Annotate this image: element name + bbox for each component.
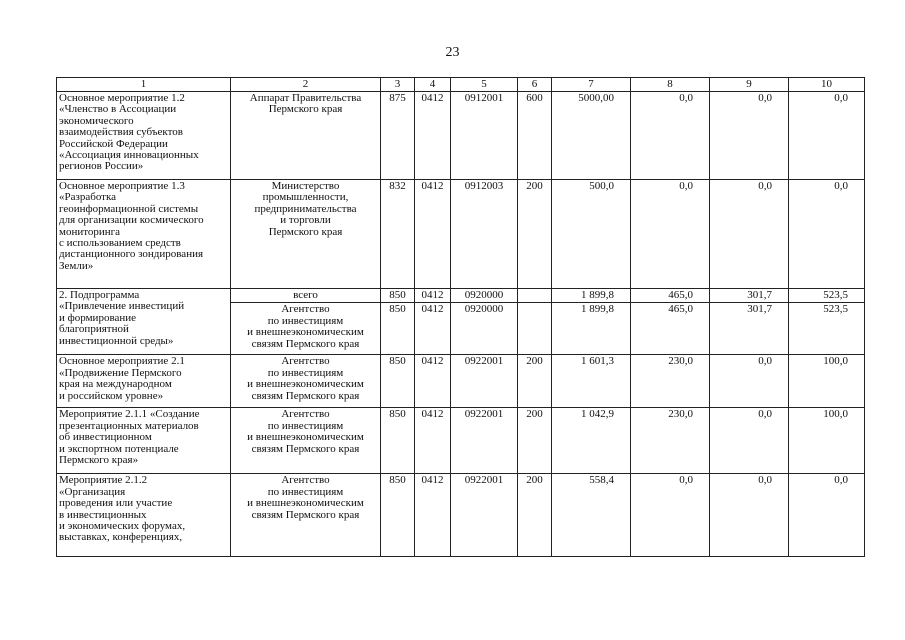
column-header: 1 <box>57 78 231 92</box>
value-cell: 200 <box>518 474 552 557</box>
executor-cell: Агентство по инвестициям и внешнеэкономическим связям Пермского края <box>231 355 381 408</box>
activity-name-cell: Мероприятие 2.1.2 «Организация проведения или участие в инвестиционных и экономических форумах, выставках, конференциях, <box>57 474 231 557</box>
executor-cell: Аппарат Правительства Пермского края <box>231 92 381 180</box>
column-header: 4 <box>415 78 451 92</box>
value-cell: 558,4 <box>552 474 631 557</box>
value-cell: 523,5 <box>789 303 865 355</box>
activity-name-cell: Основное мероприятие 1.3 «Разработка геоинформационной системы для организации космического мониторинга с использованием средств дистанционного зондирования Земли» <box>57 180 231 289</box>
value-cell: 5000,00 <box>552 92 631 180</box>
page-number: 23 <box>445 45 460 60</box>
value-cell: 875 <box>381 92 415 180</box>
value-cell: 0,0 <box>710 180 789 289</box>
table-row <box>57 408 865 474</box>
activity-name-cell: 2. Подпрограмма «Привлечение инвестиций и формирование благоприятной инвестиционной среды» <box>57 289 231 355</box>
activity-name-cell: Мероприятие 2.1.1 «Создание презентационных материалов об инвестиционном и экспортном потенциале Пермского края» <box>57 408 231 474</box>
value-cell: 0922001 <box>451 474 518 557</box>
table-row <box>57 92 865 180</box>
value-cell: 0920000 <box>451 303 518 355</box>
value-cell: 1 899,8 <box>552 289 631 303</box>
value-cell: 0,0 <box>710 92 789 180</box>
activity-name-cell: Основное мероприятие 1.2 «Членство в Ассоциации экономического взаимодействия субъектов Российской Федерации «Ассоциация инновационных регионов России» <box>57 92 231 180</box>
value-cell: 0920000 <box>451 289 518 303</box>
budget-table <box>56 77 865 557</box>
column-header: 10 <box>789 78 865 92</box>
value-cell: 1 899,8 <box>552 303 631 355</box>
value-cell: 850 <box>381 355 415 408</box>
executor-cell: Министерство промышленности, предпринимательства и торговли Пермского края <box>231 180 381 289</box>
value-cell: 200 <box>518 408 552 474</box>
header-row <box>57 78 865 92</box>
value-cell: 0412 <box>415 92 451 180</box>
value-cell: 200 <box>518 355 552 408</box>
value-cell: 0412 <box>415 355 451 408</box>
value-cell: 500,0 <box>552 180 631 289</box>
value-cell: 0,0 <box>789 474 865 557</box>
value-cell: 301,7 <box>710 289 789 303</box>
value-cell: 0912001 <box>451 92 518 180</box>
value-cell: 1 601,3 <box>552 355 631 408</box>
value-cell: 0412 <box>415 289 451 303</box>
value-cell: 850 <box>381 303 415 355</box>
value-cell: 850 <box>381 474 415 557</box>
value-cell: 0,0 <box>631 474 710 557</box>
value-cell <box>518 303 552 355</box>
table-row <box>57 180 865 289</box>
value-cell: 0412 <box>415 408 451 474</box>
value-cell: 301,7 <box>710 303 789 355</box>
value-cell: 600 <box>518 92 552 180</box>
value-cell: 100,0 <box>789 355 865 408</box>
column-header: 7 <box>552 78 631 92</box>
value-cell: 1 042,9 <box>552 408 631 474</box>
value-cell <box>518 289 552 303</box>
value-cell: 0922001 <box>451 355 518 408</box>
value-cell: 200 <box>518 180 552 289</box>
column-header: 9 <box>710 78 789 92</box>
activity-name-cell: Основное мероприятие 2.1 «Продвижение Пермского края на международном и российском уровне» <box>57 355 231 408</box>
value-cell: 465,0 <box>631 303 710 355</box>
value-cell: 0912003 <box>451 180 518 289</box>
column-header: 3 <box>381 78 415 92</box>
value-cell: 230,0 <box>631 408 710 474</box>
executor-cell: всего <box>231 289 381 303</box>
column-header: 6 <box>518 78 552 92</box>
value-cell: 0,0 <box>789 180 865 289</box>
value-cell: 0,0 <box>710 474 789 557</box>
value-cell: 832 <box>381 180 415 289</box>
value-cell: 0412 <box>415 474 451 557</box>
column-header: 5 <box>451 78 518 92</box>
value-cell: 0412 <box>415 303 451 355</box>
value-cell: 523,5 <box>789 289 865 303</box>
column-header: 2 <box>231 78 381 92</box>
value-cell: 230,0 <box>631 355 710 408</box>
executor-cell: Агентство по инвестициям и внешнеэкономическим связям Пермского края <box>231 474 381 557</box>
value-cell: 0922001 <box>451 408 518 474</box>
executor-cell: Агентство по инвестициям и внешнеэкономическим связям Пермского края <box>231 408 381 474</box>
value-cell: 0,0 <box>710 355 789 408</box>
value-cell: 0,0 <box>631 180 710 289</box>
value-cell: 100,0 <box>789 408 865 474</box>
value-cell: 850 <box>381 289 415 303</box>
table-row <box>57 355 865 408</box>
executor-cell: Агентство по инвестициям и внешнеэкономическим связям Пермского края <box>231 303 381 355</box>
value-cell: 0,0 <box>710 408 789 474</box>
value-cell: 0,0 <box>789 92 865 180</box>
value-cell: 465,0 <box>631 289 710 303</box>
table-row <box>57 474 865 557</box>
value-cell: 850 <box>381 408 415 474</box>
value-cell: 0412 <box>415 180 451 289</box>
value-cell: 0,0 <box>631 92 710 180</box>
table-row <box>57 289 865 303</box>
column-header: 8 <box>631 78 710 92</box>
